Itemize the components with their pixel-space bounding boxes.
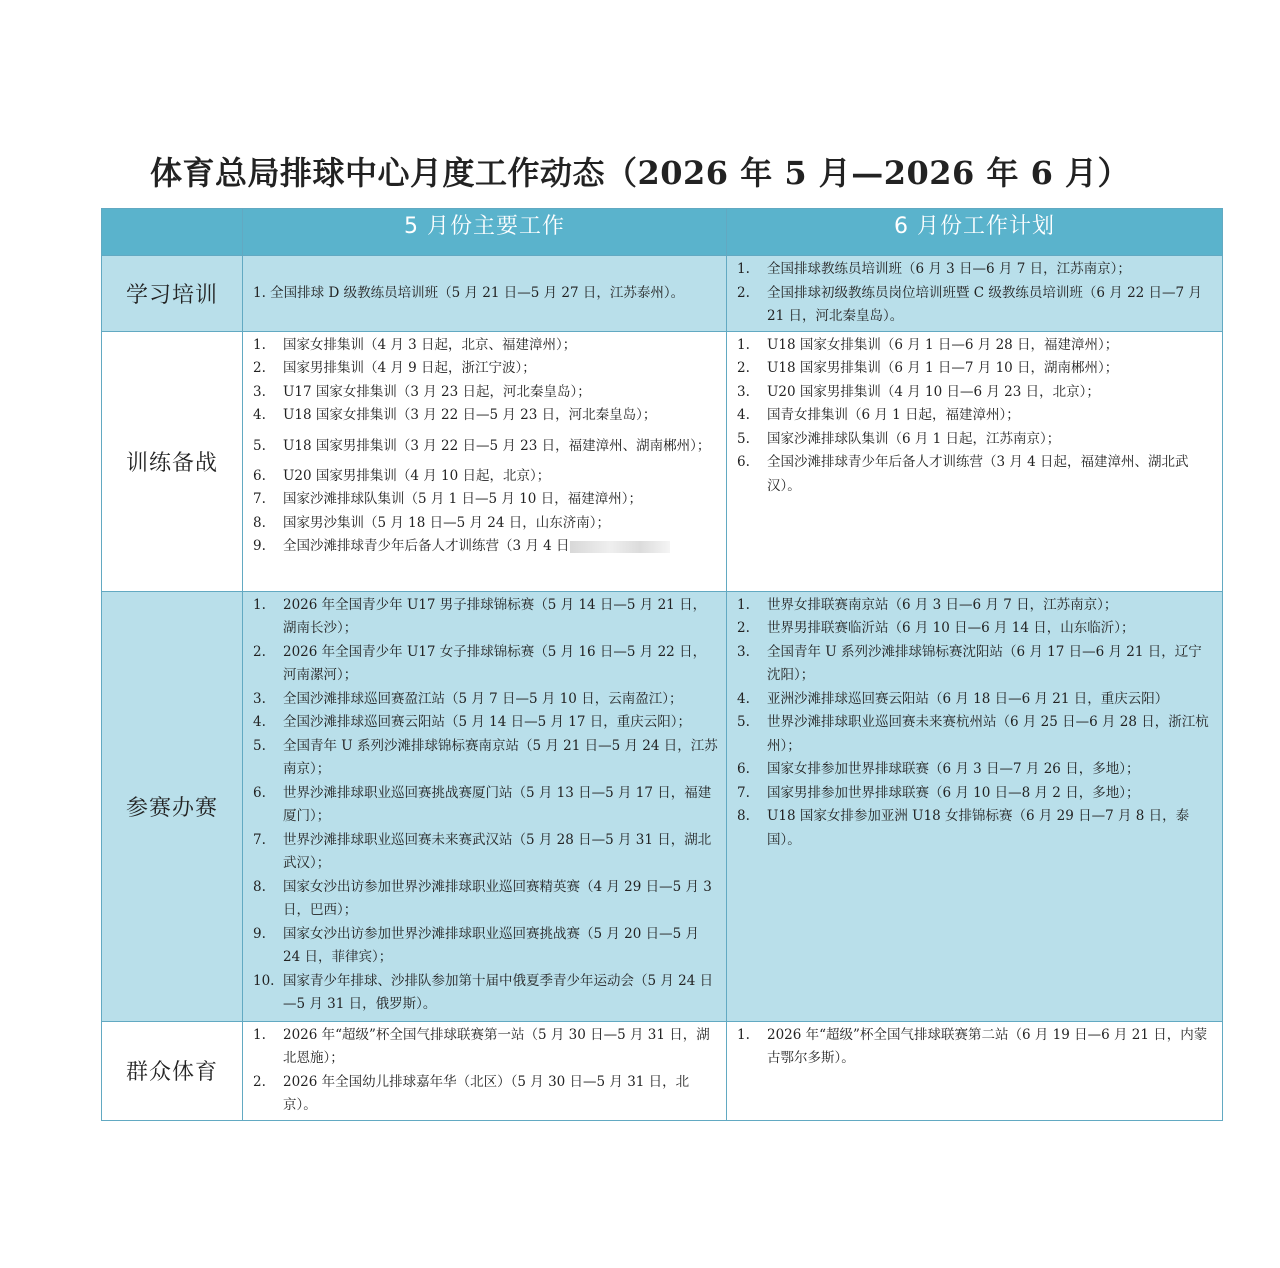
- table-row-mass-sports: [102, 1021, 1223, 1120]
- table-row-training-prep: [102, 331, 1223, 591]
- list-item: 2. 全国排球初级教练员岗位培训班暨 C 级教练员培训班（6 月 22 日—7 月 21 日，河北秦皇岛）。: [737, 284, 1202, 324]
- list-item: 9. 全国沙滩排球青少年后备人才训练营（3 月 4 日: [253, 535, 718, 559]
- header-category-cell: [102, 209, 243, 256]
- list-item: 2. U18 国家男排集训（6 月 1 日—7 月 10 日，湖南郴州）；: [737, 360, 1119, 376]
- may-cell: [243, 256, 727, 332]
- may-cell: [243, 331, 727, 591]
- category-cell: 参赛办赛: [102, 591, 243, 1021]
- list-item: 4. 全国沙滩排球巡回赛云阳站（5 月 14 日—5 月 17 日，重庆云阳）；: [253, 714, 692, 730]
- list-item: 7. 国家男排参加世界排球联赛（6 月 10 日—8 月 2 日，多地）；: [737, 784, 1140, 801]
- header-june: 6 月份工作计划: [727, 209, 1223, 256]
- june-list: [727, 332, 1222, 501]
- june-cell: [727, 256, 1223, 332]
- may-cell: [243, 1021, 727, 1120]
- list-item: 7. 国家沙滩排球队集训（5 月 1 日—5 月 10 日，福建漳州）；: [253, 491, 642, 507]
- category-cell: 学习培训: [102, 256, 243, 332]
- list-item: 5. U18 国家男排集训（3 月 22 日—5 月 23 日，福建漳州、湖南郴州）；: [253, 437, 711, 454]
- list-item: 1. 2026 年“超级”杯全国气排球联赛第二站（6 月 19 日—6 月 21 日，内蒙古鄂尔多斯）。: [737, 1026, 1208, 1066]
- may-list: [243, 592, 726, 1019]
- list-item: 1. U18 国家女排集训（6 月 1 日—6 月 28 日，福建漳州）；: [737, 336, 1119, 353]
- list-item: 2. 国家男排集训（4 月 9 日起，浙江宁波）；: [253, 360, 536, 376]
- may-list: [243, 332, 726, 561]
- list-item: 10. 国家青少年排球、沙排队参加第十届中俄夏季青少年运动会（5 月 24 日—5 月 31 日，俄罗斯）。: [253, 972, 714, 1012]
- list-item: 6. 国家女排参加世界排球联赛（6 月 3 日—7 月 26 日，多地）；: [737, 761, 1140, 777]
- june-list: [727, 592, 1222, 855]
- list-item: 3. U17 国家女排集训（3 月 23 日起，河北秦皇岛）；: [253, 383, 591, 400]
- list-item: 4. U18 国家女排集训（3 月 22 日—5 月 23 日，河北秦皇岛）；: [253, 407, 657, 423]
- table-header-row: [102, 209, 1223, 256]
- june-cell: [727, 331, 1223, 591]
- list-item: 1. 全国排球教练员培训班（6 月 3 日—6 月 7 日，江苏南京）；: [737, 261, 1131, 277]
- june-list: [727, 256, 1222, 331]
- list-item: 1. 世界女排联赛南京站（6 月 3 日—6 月 7 日，江苏南京）；: [737, 596, 1118, 613]
- list-item: 2. 2026 年全国幼儿排球嘉年华（北区）（5 月 30 日—5 月 31 日，北京）。: [253, 1073, 690, 1113]
- faded-text-area: [570, 541, 670, 553]
- may-cell: [243, 591, 727, 1021]
- list-item: 8. 国家男沙集训（5 月 18 日—5 月 24 日，山东济南）；: [253, 514, 611, 531]
- list-item: 5. 世界沙滩排球职业巡回赛未来赛杭州站（6 月 25 日—6 月 28 日，浙江杭州）；: [737, 714, 1209, 754]
- list-item: 1. 2026 年“超级”杯全国气排球联赛第一站（5 月 30 日—5 月 31 日，湖北恩施）；: [253, 1026, 710, 1066]
- list-item: 8. 国家女沙出访参加世界沙滩排球职业巡回赛精英赛（4 月 29 日—5 月 3 日，巴西）；: [253, 878, 712, 918]
- table-row-study-training: [102, 256, 1223, 332]
- table-row-competitions: [102, 591, 1223, 1021]
- category-cell: 群众体育: [102, 1021, 243, 1120]
- list-item: 6. U20 国家男排集训（4 月 10 日起，北京）；: [253, 467, 551, 484]
- list-item: 4. 国青女排集训（6 月 1 日起，福建漳州）；: [737, 407, 1020, 423]
- list-item: 6. 世界沙滩排球职业巡回赛挑战赛厦门站（5 月 13 日—5 月 17 日，福建厦门）；: [253, 784, 712, 824]
- list-item: 4. 亚洲沙滩排球巡回赛云阳站（6 月 18 日—6 月 21 日，重庆云阳）: [737, 690, 1169, 707]
- list-item: 3. 全国沙滩排球巡回赛盈江站（5 月 7 日—5 月 10 日，云南盈江）；: [253, 690, 683, 707]
- list-item: 3. 全国青年 U 系列沙滩排球锦标赛沈阳站（6 月 17 日—6 月 21 日，辽宁沈阳）；: [737, 643, 1202, 683]
- list-item: 8. U18 国家女排参加亚洲 U18 女排锦标赛（6 月 29 日—7 月 8 日，泰国）。: [737, 808, 1190, 848]
- list-item: 7. 世界沙滩排球职业巡回赛未来赛武汉站（5 月 28 日—5 月 31 日，湖北武汉）；: [253, 831, 712, 871]
- list-item: 5. 国家沙滩排球队集训（6 月 1 日起，江苏南京）；: [737, 430, 1061, 447]
- june-cell: [727, 1021, 1223, 1120]
- header-may: 5 月份主要工作: [243, 209, 727, 256]
- list-item: 6. 全国沙滩排球青少年后备人才训练营（3 月 4 日起，福建漳州、湖北武汉）。: [737, 454, 1189, 494]
- list-item: 3. U20 国家男排集训（4 月 10 日—6 月 23 日，北京）；: [737, 383, 1100, 400]
- list-item: 1. 全国排球 D 级教练员培训班（5 月 21 日—5 月 27 日，江苏泰州）。: [253, 284, 685, 301]
- work-schedule-table: [101, 208, 1223, 1121]
- list-item: 1. 国家女排集训（4 月 3 日起，北京、福建漳州）；: [253, 336, 577, 353]
- page-title: 体育总局排球中心月度工作动态（2026 年 5 月—2026 年 6 月）: [149, 154, 1130, 192]
- list-item: 2. 2026 年全国青少年 U17 女子排球锦标赛（5 月 16 日—5 月 22 日，河南漯河）；: [253, 643, 707, 683]
- june-list: [727, 1022, 1222, 1073]
- june-cell: [727, 591, 1223, 1021]
- list-item: 5. 全国青年 U 系列沙滩排球锦标赛南京站（5 月 21 日—5 月 24 日，江苏南京）；: [253, 737, 718, 777]
- category-cell: 训练备战: [102, 331, 243, 591]
- list-item: 9. 国家女沙出访参加世界沙滩排球职业巡回赛挑战赛（5 月 20 日—5 月 24 日，菲律宾）；: [253, 925, 700, 965]
- may-list: [243, 1022, 726, 1120]
- list-item: 2. 世界男排联赛临沂站（6 月 10 日—6 月 14 日，山东临沂）；: [737, 620, 1135, 636]
- list-item: 1. 2026 年全国青少年 U17 男子排球锦标赛（5 月 14 日—5 月 21 日，湖南长沙）；: [253, 596, 707, 636]
